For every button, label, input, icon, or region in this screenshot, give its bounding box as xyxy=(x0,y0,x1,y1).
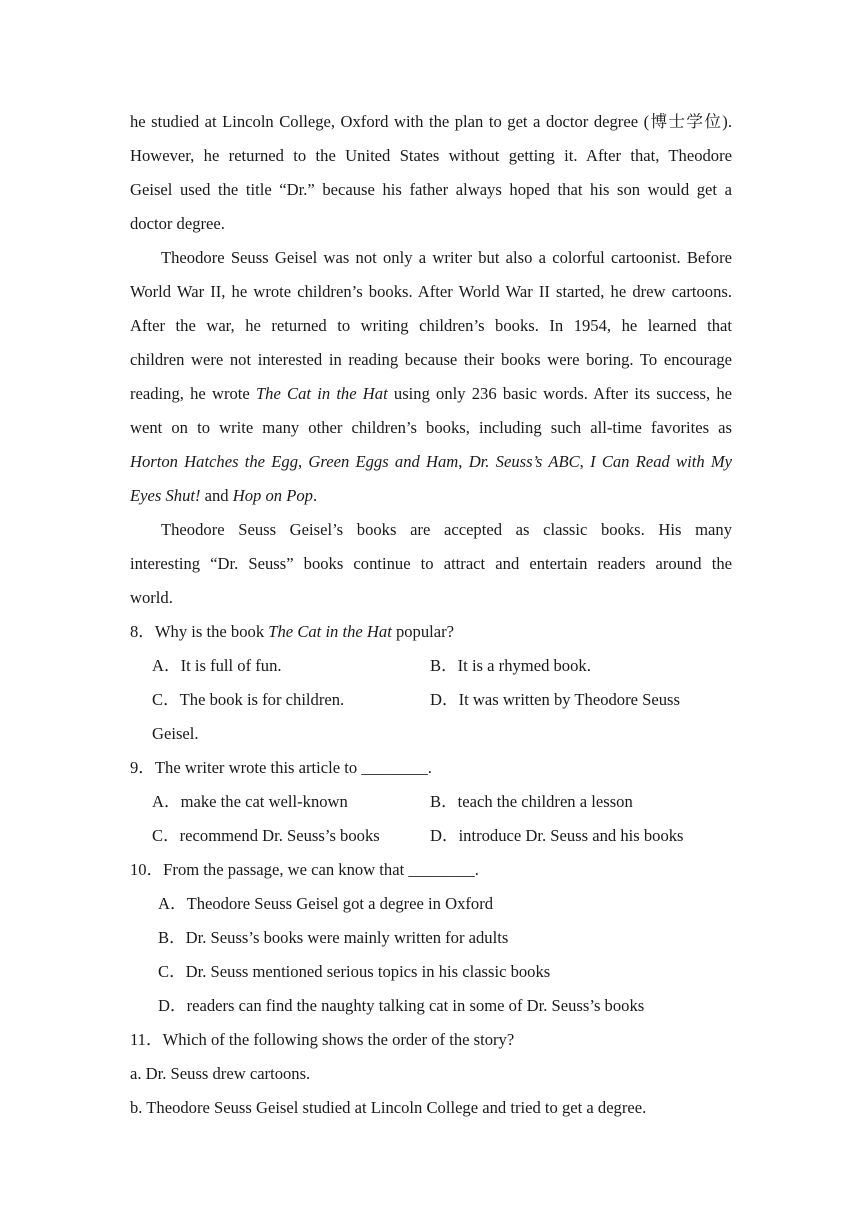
option-a: A．Theodore Seuss Geisel got a degree in Oxford xyxy=(158,894,494,913)
book-title: I Can Read with My xyxy=(590,452,733,471)
book-title: Horton Hatches the Egg xyxy=(130,452,299,471)
passage-line: After the war, he returned to writing children’s books. In 1954, he learned that xyxy=(130,316,732,335)
book-title: Hop on Pop xyxy=(232,486,313,505)
passage-line: Theodore Seuss Geisel was not only a writer but also a colorful cartoonist. Before xyxy=(161,248,732,267)
text-run: , xyxy=(458,452,469,471)
text-run: 8．Why is the book xyxy=(130,622,269,641)
book-title: Green Eggs and Ham xyxy=(308,452,459,471)
option-c: C．recommend Dr. Seuss’s books xyxy=(152,826,380,845)
option-c: C．Dr. Seuss mentioned serious topics in his classic books xyxy=(158,962,551,981)
passage-line: world. xyxy=(130,588,173,607)
option-d: D．introduce Dr. Seuss and his books xyxy=(430,826,684,845)
question-8-stem xyxy=(130,615,732,649)
passage-line xyxy=(130,445,732,479)
text-run: using only 236 basic words. After its success, he xyxy=(387,384,733,403)
option-a: A．make the cat well-known xyxy=(152,792,348,811)
text-run: , xyxy=(579,452,591,471)
event-a: a. Dr. Seuss drew cartoons. xyxy=(130,1064,311,1083)
text-run: and xyxy=(200,486,233,505)
text-run: reading, he wrote xyxy=(130,384,256,403)
option-b: B．Dr. Seuss’s books were mainly written for adults xyxy=(158,928,509,947)
question-8-options-row xyxy=(130,683,732,717)
passage-line: Geisel used the title “Dr.” because his father always hoped that his son would get a xyxy=(130,180,732,199)
book-title: Eyes Shut! xyxy=(130,486,201,505)
option-b: B．It is a rhymed book. xyxy=(430,656,591,675)
option-a: A．It is full of fun. xyxy=(152,656,282,675)
text-run: , xyxy=(298,452,309,471)
text-run: . xyxy=(312,486,318,505)
book-title: Dr. Seuss’s ABC xyxy=(468,452,580,471)
passage-line: Theodore Seuss Geisel’s books are accepted as classic books. His many xyxy=(161,520,732,539)
option-d: D．It was written by Theodore Seuss xyxy=(430,690,680,709)
reading-passage xyxy=(130,105,732,1125)
passage-line: World War II, he wrote children’s books. After World War II started, he drew cartoons. xyxy=(130,282,732,301)
question-10-stem: 10．From the passage, we can know that ________. xyxy=(130,860,479,879)
book-title: The Cat in the Hat xyxy=(268,622,392,641)
book-title: The Cat in the Hat xyxy=(255,384,388,403)
passage-line: However, he returned to the United States without getting it. After that, Theodore xyxy=(130,146,732,165)
question-11-stem: 11．Which of the following shows the order of the story? xyxy=(130,1030,515,1049)
question-9-options-row xyxy=(130,785,732,819)
option-d: D．readers can find the naughty talking cat in some of Dr. Seuss’s books xyxy=(158,996,645,1015)
passage-line: went on to write many other children’s books, including such all-time favorites as xyxy=(130,418,732,437)
text-run: popular? xyxy=(391,622,455,641)
passage-line xyxy=(130,479,732,513)
passage-line: doctor degree. xyxy=(130,214,225,233)
passage-line: he studied at Lincoln College, Oxford with the plan to get a doctor degree (博士学位). xyxy=(130,112,732,131)
event-b: b. Theodore Seuss Geisel studied at Lincoln College and tried to get a degree. xyxy=(130,1098,647,1117)
option-b: B．teach the children a lesson xyxy=(430,792,633,811)
passage-line: interesting “Dr. Seuss” books continue to attract and entertain readers around the xyxy=(130,554,732,573)
option-c: C．The book is for children. xyxy=(152,690,345,709)
passage-line: children were not interested in reading because their books were boring. To encourage xyxy=(130,350,732,369)
question-9-options-row xyxy=(130,819,732,853)
passage-line xyxy=(130,377,732,411)
option-d-continuation: Geisel. xyxy=(152,724,199,743)
question-8-options-row xyxy=(130,649,732,683)
question-9-stem: 9．The writer wrote this article to ________. xyxy=(130,758,432,777)
